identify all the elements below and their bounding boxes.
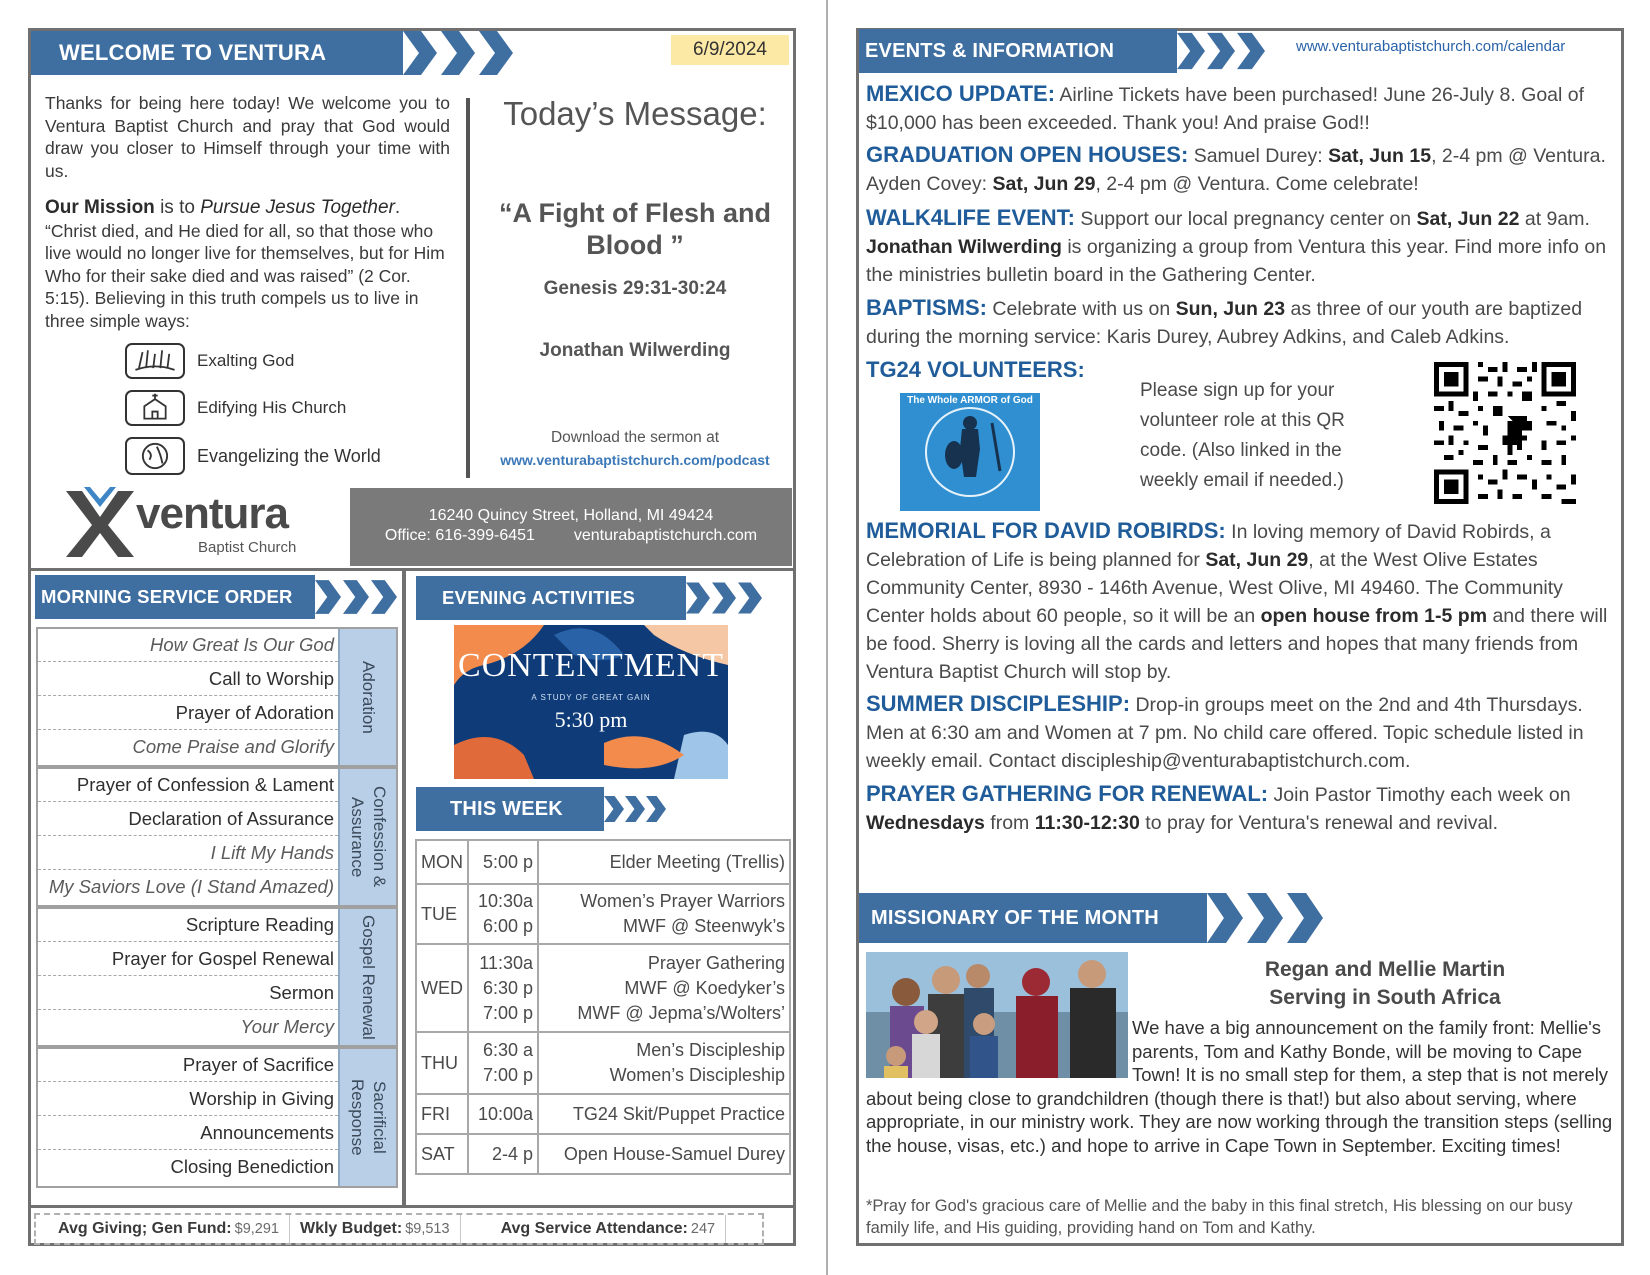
this-week-table xyxy=(415,839,791,1175)
service-item: I Lift My Hands xyxy=(38,836,338,870)
chevron-right-icon xyxy=(403,31,437,75)
table-row xyxy=(416,1134,790,1174)
service-item: Prayer of Confession & Lament xyxy=(38,768,338,802)
globe-icon xyxy=(125,437,185,475)
welcome-intro: Thanks for being here today! We welcome you to Ventura Baptist Church and pray that God would draw you closer to Himself through your time with us. xyxy=(45,93,450,181)
stat-giving: Avg Giving; Gen Fund: $9,291 xyxy=(36,1215,290,1243)
tg24-description: Please sign up for your volunteer role at this QR code. (Also linked in the weekly email if needed.) xyxy=(1140,380,1345,491)
way-label: Edifying His Church xyxy=(197,398,347,417)
events-banner xyxy=(859,29,1265,73)
event-cell: Prayer Gathering MWF @ Koedyker’s MWF @ Jepma’s/Wolters’ xyxy=(538,944,790,1032)
page-fold xyxy=(826,0,828,1275)
evening-title: EVENING ACTIVITIES xyxy=(416,576,686,620)
evening-banner xyxy=(416,576,762,620)
tg24-heading: TG24 VOLUNTEERS: xyxy=(866,357,1085,382)
missionary-location: Serving in South Africa xyxy=(1269,986,1501,1009)
way-item-exalting xyxy=(125,343,294,379)
service-item: Your Mercy xyxy=(240,1016,334,1037)
message-heading: Today’s Message: xyxy=(503,95,767,132)
service-item: Announcements xyxy=(38,1116,338,1150)
service-item: Come Praise and Glorify xyxy=(132,736,334,757)
volunteer-qr-code[interactable] xyxy=(1432,362,1578,504)
stat-budget: Wkly Budget: $9,513 xyxy=(290,1215,461,1243)
section-label-gospel: Gospel Renewal xyxy=(338,909,396,1045)
baptisms: BAPTISMS: Celebrate with us on Sun, Jun 23 as three of our youth are baptized during the morning service: Karis Durey, Aubrey Adkins, and Caleb Adkins. xyxy=(866,295,1583,348)
service-item: Declaration of Assurance xyxy=(38,802,338,836)
service-item: Prayer of Adoration xyxy=(38,696,338,730)
event-cell: Open House-Samuel Durey xyxy=(538,1134,790,1174)
contentment-promo xyxy=(454,625,728,779)
contact-box xyxy=(350,488,792,566)
time-cell: 5:00 p xyxy=(468,840,538,884)
promo-subtitle: A STUDY OF GREAT GAIN xyxy=(531,693,651,702)
table-row xyxy=(416,840,790,884)
download-text: Download the sermon at xyxy=(550,429,719,446)
section-label-confession: Confession & Assurance xyxy=(338,769,396,905)
chevron-right-icon xyxy=(371,575,397,619)
stat-attendance: Avg Service Attendance: 247 xyxy=(461,1215,727,1243)
welcome-title: WELCOME TO VENTURA xyxy=(31,31,403,75)
worship-hands-icon xyxy=(125,343,185,379)
mexico-update: MEXICO UPDATE: Airline Tickets have been purchased! June 26-July 8. Goal of $10,000 has been exceeded. Thank you! And praise God!! xyxy=(866,81,1585,134)
table-row xyxy=(416,1094,790,1134)
ventura-logo xyxy=(60,487,330,561)
church-website[interactable]: venturabaptistchurch.com xyxy=(573,527,758,544)
sermon-speaker: Jonathan Wilwerding xyxy=(539,340,731,361)
event-cell: Men’s Discipleship Women’s Discipleship xyxy=(538,1032,790,1094)
chevron-right-icon xyxy=(686,576,710,620)
time-cell: 2-4 p xyxy=(468,1134,538,1174)
sermon-scripture: Genesis 29:31-30:24 xyxy=(543,278,727,299)
service-item: Prayer of Sacrifice xyxy=(38,1048,338,1082)
events-title: EVENTS & INFORMATION xyxy=(859,29,1177,73)
chevron-right-icon xyxy=(1247,893,1283,943)
office-phone: Office: 616-399-6451 xyxy=(384,527,535,544)
mission-statement: Our Mission is to Pursue Jesus Together. “Christ died, and He died for all, so that those who live would no longer live for themselves, but for Him Who for their sake died and was raised” (2 Cor. 5:15). Believing in this truth compels us to live in three simple ways: xyxy=(45,197,445,331)
service-item: Prayer for Gospel Renewal xyxy=(38,942,338,976)
stats-divider xyxy=(31,1205,793,1208)
mission-body: “Christ died, and He died for all, so that those who live would no longer live for themselves, but for Him Who for their sake died and was raised” (2 Cor. 5:15). Believing in this truth compels us to live in three simple ways: xyxy=(45,220,445,331)
ventura-x-icon xyxy=(60,487,140,557)
way-label: Exalting God xyxy=(197,351,295,370)
chevron-right-icon xyxy=(343,575,369,619)
service-item: How Great Is Our God xyxy=(38,628,338,662)
chevron-right-icon xyxy=(441,31,475,75)
promo-time: 5:30 pm xyxy=(554,707,628,732)
morning-service-title: MORNING SERVICE ORDER xyxy=(35,575,315,619)
section-label-sacrificial: Sacrificial Response xyxy=(338,1049,396,1186)
this-week-banner xyxy=(416,787,666,831)
table-row xyxy=(416,944,790,1032)
service-item: Worship in Giving xyxy=(38,1082,338,1116)
chevron-right-icon xyxy=(712,576,736,620)
mission-is: is to xyxy=(154,197,201,218)
lower-divider xyxy=(402,571,406,1205)
time-cell: 10:00a xyxy=(468,1094,538,1134)
way-item-evangelizing xyxy=(125,437,381,475)
chevron-right-icon xyxy=(646,787,666,831)
chevron-right-icon xyxy=(1207,29,1235,73)
church-address: 16240 Quincy Street, Holland, MI 49424 xyxy=(428,507,714,524)
missionary-prayer: *Pray for God's gracious care of Mellie and the baby in this final stretch, His blessing on our busy family life, and His guiding, providing hand on Tom and Kathy. xyxy=(866,1197,1573,1237)
stats-bar xyxy=(34,1213,764,1245)
day-cell: SAT xyxy=(416,1134,468,1174)
chevron-right-icon xyxy=(1207,893,1243,943)
day-cell: TUE xyxy=(416,884,468,944)
chevron-right-icon xyxy=(1237,29,1265,73)
welcome-banner xyxy=(31,31,513,75)
day-cell: WED xyxy=(416,944,468,1032)
service-item: Call to Worship xyxy=(38,662,338,696)
missionary-body: We have a big announcement on the family front: Mellie's parents, Tom and Kathy Bonde, will be moving to Cape Town! It is no small step for them, a step that is not merely about being close to grandchildren (though there is that!) but also about serving, where appropriate, in our ministry work. They are now working through the transition steps (selling the house, visas, etc.) and hope to arrive in Cape Town in September. Exciting times! xyxy=(866,1017,1613,1156)
service-item: Sermon xyxy=(38,976,338,1010)
missionary-name: Regan and Mellie Martin xyxy=(1264,958,1506,981)
chevron-right-icon xyxy=(738,576,762,620)
logo-name: ventura xyxy=(136,489,288,538)
service-item: Scripture Reading xyxy=(38,908,338,942)
prayer-gathering: PRAYER GATHERING FOR RENEWAL: Join Pastor Timothy each week on Wednesdays from 11:30-12:30 to pray for Ventura's renewal and revival. xyxy=(866,781,1571,834)
memorial-david-robirds: MEMORIAL FOR DAVID ROBIRDS: In loving memory of David Robirds, a Celebration of Life is being planned for Sat, Jun 29, at the West Olive Estates Community Center, 8930 - 146th Avenue, West Olive, MI 49460. The Community Center holds about 60 people, so it will be an open house from 1-5 pm and there will be food. Sherry is loving all the cards and letters and hopes that many friends from Ventura Baptist Church will stop by. xyxy=(866,518,1608,683)
armor-badge-text: The Whole ARMOR of God xyxy=(907,395,1033,406)
time-cell: 6:30 a 7:00 p xyxy=(468,1032,538,1094)
column-divider xyxy=(466,98,470,478)
this-week-title: THIS WEEK xyxy=(416,787,604,831)
podcast-link[interactable]: www.venturabaptistchurch.com/podcast xyxy=(500,452,770,468)
graduation-open-houses: GRADUATION OPEN HOUSES: Samuel Durey: Sat, Jun 15, 2-4 pm @ Ventura. Ayden Covey: Sat, Jun 29, 2-4 pm @ Ventura. Come celebrate! xyxy=(866,142,1606,195)
mission-label: Our Mission xyxy=(45,197,155,218)
chevron-right-icon xyxy=(1287,893,1323,943)
bulletin-date: 6/9/2024 xyxy=(671,35,789,65)
sermon-title: “A Fight of Flesh and Blood ” xyxy=(499,198,771,260)
chevron-right-icon xyxy=(604,787,624,831)
mission-phrase: Pursue Jesus Together xyxy=(200,197,395,218)
armor-of-god-badge xyxy=(900,393,1040,511)
summer-discipleship: SUMMER DISCIPLESHIP: Drop-in groups meet on the 2nd and 4th Thursdays. Men at 6:30 am and Women at 7 pm. No child care offered. Topic schedule listed in weekly email. Contact discipleship@venturabaptistchurch.com. xyxy=(866,691,1584,772)
way-label: Evangelizing the World xyxy=(197,445,381,466)
day-cell: THU xyxy=(416,1032,468,1094)
way-item-edifying xyxy=(125,390,346,426)
table-row xyxy=(416,1032,790,1094)
event-cell: Women’s Prayer Warriors MWF @ Steenwyk’s xyxy=(538,884,790,944)
calendar-link[interactable]: www.venturabaptistchurch.com/calendar xyxy=(1296,38,1566,55)
time-cell: 11:30a 6:30 p 7:00 p xyxy=(468,944,538,1032)
missionary-banner xyxy=(859,893,1323,943)
time-cell: 10:30a 6:00 p xyxy=(468,884,538,944)
missionary-title: MISSIONARY OF THE MONTH xyxy=(859,893,1207,943)
chevron-right-icon xyxy=(625,787,645,831)
morning-service-banner xyxy=(35,575,397,619)
chevron-right-icon xyxy=(1177,29,1205,73)
day-cell: MON xyxy=(416,840,468,884)
event-cell: TG24 Skit/Puppet Practice xyxy=(538,1094,790,1134)
chevron-right-icon xyxy=(479,31,513,75)
church-icon xyxy=(125,390,185,426)
event-cell: Elder Meeting (Trellis) xyxy=(538,840,790,884)
logo-sub: Baptist Church xyxy=(198,539,297,556)
chevron-right-icon xyxy=(315,575,341,619)
day-cell: FRI xyxy=(416,1094,468,1134)
service-item: Closing Benediction xyxy=(170,1156,334,1177)
section-label-adoration: Adoration xyxy=(338,629,396,765)
walk4life-event: WALK4LIFE EVENT: Support our local pregnancy center on Sat, Jun 22 at 9am. Jonathan Wilwerding is organizing a group from Ventura this year. Find more info on the ministries bulletin board in the Gathering Center. xyxy=(866,205,1607,286)
service-item: My Saviors Love (I Stand Amazed) xyxy=(48,876,334,897)
table-row xyxy=(416,884,790,944)
promo-title: CONTENTMENT xyxy=(458,647,724,684)
